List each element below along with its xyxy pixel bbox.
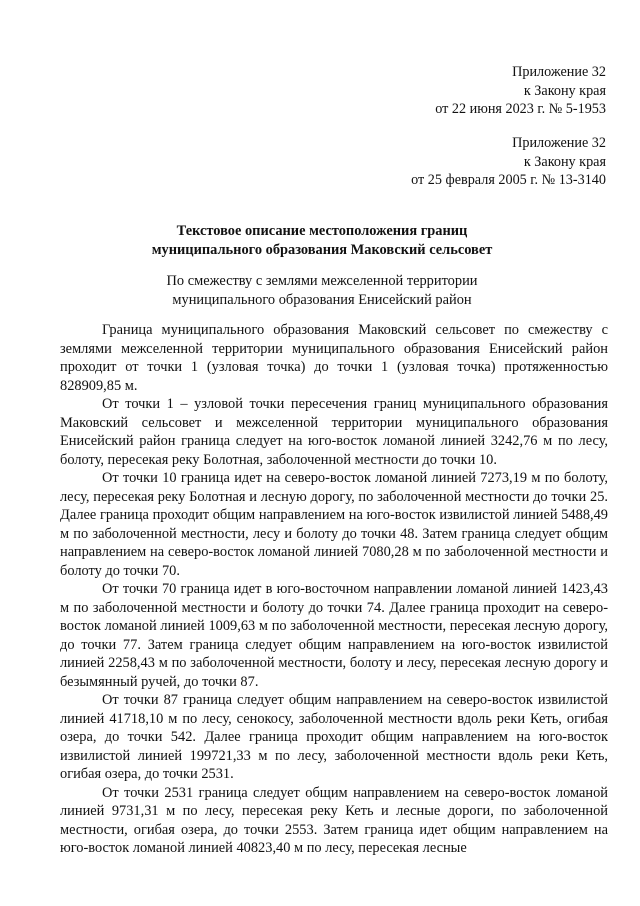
document-body [60, 321, 608, 858]
body-paragraph: От точки 87 граница следует общим направлением на северо-восток извилистой линией 41718,10 м по лесу, сенокосу, заболоченной местности вдоль реки Кеть, огибая озера, до точки 542. Далее граница проходит общим направлением на юго-восток извилистой линией 199721,33 м по лесу, заболоченной местности вдоль реки Кеть, огибая озера, до точки 2531. [60, 692, 608, 782]
appendix-law-date: от 25 февраля 2005 г. № 13-3140 [411, 172, 606, 188]
appendix-header-original [411, 134, 606, 190]
appendix-law-ref: к Закону края [523, 82, 606, 99]
appendix-number: Приложение 32 [512, 135, 606, 151]
title-line: Текстовое описание местоположения границ [176, 223, 468, 239]
section-heading-line: По смежеству с землями межселенной территории [166, 273, 478, 289]
appendix-law-ref: к Закону края [523, 153, 606, 170]
document-title [40, 222, 604, 260]
body-paragraph: От точки 70 граница идет в юго-восточном направлении ломаной линией 1423,43 м по заболоченной местности и болоту до точки 74. Далее граница проходит на северо-восток ломаной линией 1009,63 м по заболоченной местности, пересекая лесную дорогу, до точки 77. Затем граница следует общим направлением на юго-восток извилистой линией 2258,43 м по заболоченной местности, болоту и лесу, пересекая лесную дорогу и безымянный ручей, до точки 87. [60, 581, 608, 690]
appendix-number: Приложение 32 [512, 64, 606, 80]
appendix-law-date: от 22 июня 2023 г. № 5-1953 [435, 101, 606, 117]
appendix-header-current [435, 63, 606, 119]
body-paragraph: От точки 2531 граница следует общим направлением на северо-восток ломаной линией 9731,31 м по лесу, пересекая реку Кеть и лесные дороги, по заболоченной местности, огибая озера, до точки 2553. Затем граница идет общим направлением на юго-восток ломаной линией 40823,40 м по лесу, пересекая лесные [60, 784, 608, 856]
title-line: муниципального образования Маковский сельсовет [151, 242, 493, 258]
body-paragraph: Граница муниципального образования Маковский сельсовет по смежеству с землями межселенной территории муниципального образования Енисейский район проходит от точки 1 (узловая точка) до точки 1 (узловая точка) протяженностью 828909,85 м. [60, 322, 608, 394]
body-paragraph: От точки 10 граница идет на северо-восток ломаной линией 7273,19 м по болоту, лесу, пересекая реку Болотная и лесную дорогу, по заболоченной местности до точки 25. Далее граница проходит общим направлением на юго-восток извилистой линией 5488,49 м по заболоченной местности, лесу и болоту до точки 48. Затем граница следует общим направлением на северо-восток ломаной линией 7080,28 м по заболоченной местности и болоту до точки 70. [60, 470, 608, 579]
section-heading [40, 272, 604, 309]
body-paragraph: От точки 1 – узловой точки пересечения границ муниципального образования Маковский сельсовет и межселенной территории муниципального образования Енисейский район граница следует на юго-восток ломаной линией 3242,76 м по лесу, болоту, пересекая реку Болотная, заболоченной местности до точки 10. [60, 396, 608, 468]
section-heading-line: муниципального образования Енисейский район [172, 291, 472, 308]
